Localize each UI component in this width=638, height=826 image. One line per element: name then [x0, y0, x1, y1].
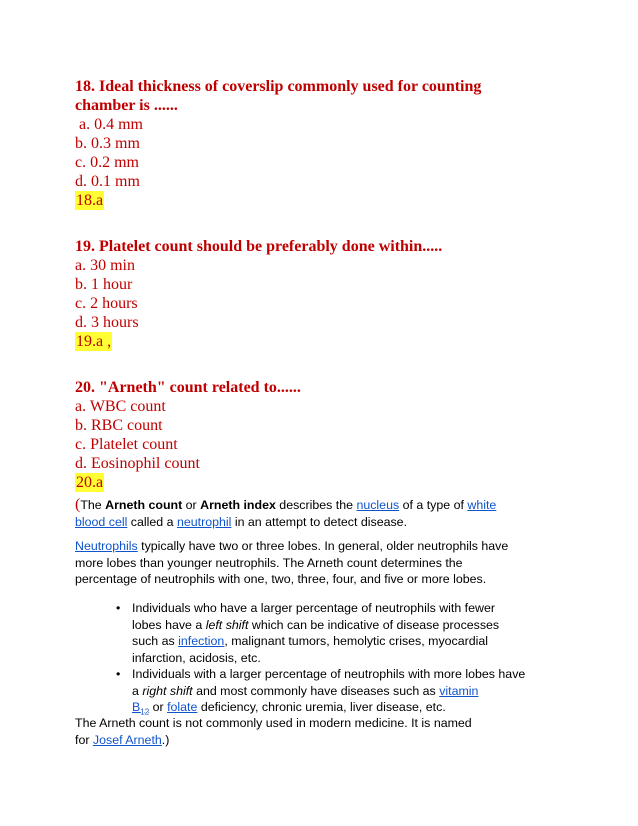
text: and most commonly have diseases such as: [192, 683, 440, 698]
link-white-blood-cell-cont[interactable]: blood cell: [75, 514, 128, 529]
term-arneth-count: Arneth count: [105, 498, 183, 512]
question-19-option-d: d. 3 hours: [75, 314, 139, 331]
text: lobes have a: [132, 617, 206, 632]
explanation-paragraph-2: [75, 538, 565, 588]
question-18-answer: 18.a: [76, 192, 104, 209]
term-arneth-index: Arneth index: [200, 498, 276, 512]
text: which can be indicative of disease processes: [248, 617, 500, 632]
term-left-shift: left shift: [205, 617, 249, 632]
question-19: [75, 237, 565, 351]
list-item: [116, 666, 622, 721]
text: describes the: [275, 498, 357, 512]
question-20: [75, 378, 565, 492]
question-18-title: 18. Ideal thickness of coverslip commonly used for counting: [75, 78, 482, 95]
subscript: 12: [140, 707, 150, 717]
text: percentage of neutrophils with one, two, three, four, and five or more lobes.: [75, 572, 487, 586]
bullet-icon: •: [116, 667, 121, 681]
question-19-option-b: b. 1 hour: [75, 276, 133, 293]
text: more lobes than younger neutrophils. The Arneth count determines the: [75, 555, 463, 570]
text: Individuals with a larger percentage of neutrophils with more lobes have: [132, 667, 526, 681]
term-right-shift: right shift: [142, 683, 193, 698]
explanation-paragraph-3: [75, 715, 565, 748]
link-josef-arneth[interactable]: Josef Arneth: [92, 732, 162, 747]
list-item: [116, 600, 622, 666]
question-18: [75, 77, 565, 210]
text: The Arneth count is not commonly used in modern medicine. It is named: [75, 716, 472, 730]
question-19-option-a: a. 30 min: [75, 257, 135, 274]
text: Individuals who have a larger percentage of neutrophils with fewer: [132, 601, 495, 615]
question-20-option-d: d. Eosinophil count: [75, 455, 200, 472]
text: deficiency, chronic uremia, liver disease, etc.: [197, 700, 446, 714]
question-18-option-a: a. 0.4 mm: [75, 116, 143, 133]
text: or: [182, 498, 201, 512]
link-white-blood-cell[interactable]: white: [467, 498, 497, 512]
link-neutrophil[interactable]: neutrophil: [176, 514, 232, 529]
question-19-title: 19. Platelet count should be preferably done within.....: [75, 238, 443, 255]
bullet-list: [75, 600, 622, 721]
text: or: [149, 700, 168, 714]
text: B: [132, 700, 141, 714]
question-18-option-d: d. 0.1 mm: [75, 173, 140, 190]
question-20-option-b: b. RBC count: [75, 417, 163, 434]
question-18-option-b: b. 0.3 mm: [75, 135, 140, 152]
text: such as: [132, 634, 179, 648]
question-18-title-cont: chamber is ......: [75, 97, 178, 114]
link-nucleus[interactable]: nucleus: [356, 498, 400, 512]
text: .): [161, 732, 170, 747]
text: of a type of: [399, 498, 468, 512]
question-18-option-c: c. 0.2 mm: [75, 154, 139, 171]
question-20-option-a: a. WBC count: [75, 398, 166, 415]
text: infarction, acidosis, etc.: [132, 650, 261, 665]
text: a: [132, 683, 143, 698]
bullet-icon: •: [116, 601, 121, 615]
question-20-title: 20. "Arneth" count related to......: [75, 379, 301, 396]
question-20-answer: 20.a: [76, 474, 104, 491]
text: , malignant tumors, hemolytic crises, myocardial: [224, 634, 489, 648]
link-folate[interactable]: folate: [167, 700, 198, 714]
text: for: [75, 732, 93, 747]
link-neutrophils[interactable]: Neutrophils: [75, 539, 138, 553]
text: in an attempt to detect disease.: [231, 514, 408, 529]
question-19-answer: 19.a ,: [76, 333, 112, 350]
text: The: [80, 498, 106, 512]
explanation-paragraph-1: [75, 497, 565, 530]
link-vitamin-b12-cont[interactable]: [132, 700, 150, 717]
link-vitamin-b12[interactable]: vitamin: [439, 683, 479, 698]
link-infection[interactable]: infection: [178, 634, 225, 648]
text: typically have two or three lobes. In general, older neutrophils have: [137, 539, 509, 553]
question-19-option-c: c. 2 hours: [75, 295, 138, 312]
open-parenthesis: (: [75, 496, 81, 513]
question-20-option-c: c. Platelet count: [75, 436, 178, 453]
text: called a: [127, 514, 177, 529]
